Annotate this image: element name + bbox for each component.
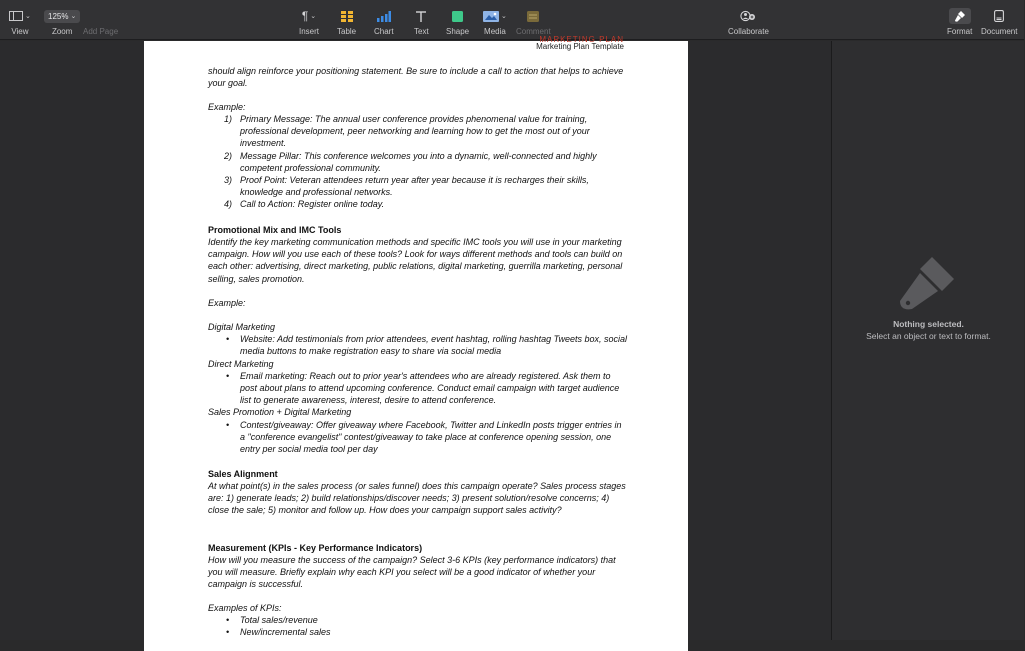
zoom-value: 125% [48, 11, 69, 21]
list-item[interactable] [208, 333, 628, 357]
list-item-text: Call to Action: Register online today. [240, 199, 385, 210]
paintbrush-icon [954, 10, 966, 22]
view-button[interactable] [9, 6, 31, 36]
paintbrush-icon [898, 251, 958, 311]
chart-button[interactable] [374, 6, 394, 36]
chevron-down-icon: ⌄ [310, 13, 317, 20]
promo-paragraph[interactable]: Identify the key marketing communication methods and specific IMC tools you will use in your marketing campaign. How will you use each of these tools? Look for ways different methods and tools can build on each other: advertising, direct marketing, public relations, digital marketing, guerrilla marketing, personal selling, sales promotion. [208, 237, 623, 284]
chevron-down-icon: ⌄ [25, 13, 31, 20]
list-item[interactable] [208, 198, 628, 210]
insert-button[interactable] [299, 6, 319, 36]
list-item[interactable] [208, 150, 628, 174]
example2-label[interactable]: Example: [208, 298, 246, 308]
format-sidebar [831, 41, 1024, 640]
media-button[interactable] [483, 6, 507, 36]
text-button[interactable] [414, 6, 429, 36]
list-item-text: New/incremental sales [240, 627, 331, 638]
list-item[interactable] [208, 419, 628, 456]
select-hint-text: Select an object or text to format. [866, 331, 991, 341]
table-button[interactable] [337, 6, 356, 36]
format-active-bg [949, 8, 971, 24]
comment-icon [527, 11, 539, 22]
measure-heading[interactable]: Measurement (KPIs - Key Performance Indicators) [208, 543, 423, 553]
media-icon [483, 11, 499, 22]
table-icon [341, 11, 353, 22]
promo-examples [208, 321, 628, 455]
intro-paragraph[interactable]: should align reinforce your positioning statement. Be sure to include a call to action that helps to achieve your goal. [208, 66, 624, 89]
list-item[interactable] [208, 174, 628, 198]
paragraph-icon: ¶ [301, 9, 309, 23]
nothing-selected-text: Nothing selected. [893, 319, 964, 329]
list-item-text: Contest/giveaway: Offer giveaway where Facebook, Twitter and LinkedIn posts trigger entries in a "conference evangelist" contest/giveaway to take place at conference opening session, one entry per social media tool per day [240, 419, 622, 455]
view-label: View [11, 27, 29, 36]
collaborate-icon [740, 10, 756, 22]
collaborate-label: Collaborate [728, 27, 769, 36]
format-button[interactable] [947, 6, 972, 36]
list-item-text: Website: Add testimonials from prior attendees, event hashtag, rolling hashtag Tweets box, social media buttons to make registration easy to share via social media [240, 334, 628, 357]
sales-paragraph[interactable]: At what point(s) in the sales process (or sales funnel) does this campaign operate? Sales process stages are: 1) generate leads; 2) build relationships/discover needs; 3) present solution/resolve concerns; 4) close the sale; 5) monitor and follow up. How does your campaign support sales activity? [208, 481, 626, 516]
comment-button[interactable] [516, 6, 551, 36]
example1-list [208, 113, 628, 211]
cut-off-header: MARKETING PLAN [539, 35, 624, 44]
salespromo-label[interactable]: Sales Promotion + Digital Marketing [208, 407, 352, 418]
bullet-icon: • [226, 370, 230, 381]
collaborate-button[interactable] [728, 6, 769, 36]
running-header: Marketing Plan Template [536, 42, 624, 51]
bullet-icon: • [226, 615, 230, 625]
shape-icon [452, 11, 463, 22]
list-item-text: Email marketing: Reach out to prior year's attendees who are already registered. Ask them to post about plans to attend upcoming conference. Conduct email campaign with target audience list to generate awareness, interest, desire to attend conference. [240, 370, 620, 406]
list-item-text: Primary Message: The annual user conference provides phenomenal value for training, professional development, peer networking and learning how to get the most out of your investment. [240, 114, 590, 149]
list-number: 3) [224, 175, 233, 186]
text-label: Text [414, 27, 429, 36]
chevron-down-icon: ⌄ [70, 13, 77, 20]
list-item[interactable] [208, 626, 628, 638]
direct-label[interactable]: Direct Marketing [208, 358, 274, 369]
comment-label: Comment [516, 27, 551, 36]
zoom-control[interactable] [44, 6, 80, 36]
media-label: Media [484, 27, 506, 36]
format-label: Format [947, 27, 973, 36]
document-label: Document [981, 27, 1018, 36]
bullet-icon: • [226, 334, 230, 345]
promo-heading[interactable]: Promotional Mix and IMC Tools [208, 225, 342, 235]
list-number: 4) [224, 199, 233, 210]
sidebar-view-icon [9, 11, 23, 21]
bullet-icon: • [226, 419, 230, 430]
insert-label: Insert [299, 27, 320, 36]
list-item-text: Message Pillar: This conference welcomes you into a dynamic, well-connected and highly competent professional community. [240, 150, 597, 173]
add-page-label: Add Page [83, 27, 119, 36]
document-button[interactable] [981, 6, 1017, 36]
list-number: 1) [224, 114, 233, 124]
list-item-text: Proof Point: Veteran attendees return year after year because it is recharges their skills, knowledge and professional networks. [240, 175, 589, 198]
zoom-dropdown[interactable] [44, 10, 80, 23]
measure-paragraph[interactable]: How will you measure the success of the campaign? Select 3-6 KPIs (key performance indicators) that you will measure. Briefly explain why each KPI you select will be a good indicator of whether your campaign is successful. [208, 555, 616, 590]
digital-label[interactable]: Digital Marketing [208, 322, 276, 332]
chart-label: Chart [374, 27, 394, 36]
example1-label[interactable]: Example: [208, 102, 246, 112]
shape-label: Shape [446, 27, 470, 36]
shape-button[interactable] [446, 6, 469, 36]
document-icon [994, 10, 1004, 22]
zoom-label: Zoom [51, 27, 73, 36]
chevron-down-icon: ⌄ [501, 13, 507, 20]
list-item-text: Total sales/revenue [240, 615, 318, 625]
toolbar [0, 0, 1024, 40]
add-page-button[interactable] [83, 6, 118, 36]
table-label: Table [337, 27, 357, 36]
sales-heading[interactable]: Sales Alignment [208, 469, 278, 479]
text-icon [416, 11, 426, 22]
list-item[interactable] [208, 614, 628, 626]
list-number: 2) [224, 150, 233, 161]
list-item[interactable] [208, 113, 628, 150]
kpi-label[interactable]: Examples of KPIs: [208, 603, 282, 613]
document-page[interactable] [144, 35, 688, 651]
bullet-icon: • [226, 627, 230, 638]
document-canvas[interactable] [0, 35, 831, 640]
list-item[interactable] [208, 370, 628, 407]
chart-icon [377, 11, 391, 22]
kpi-list [208, 614, 628, 638]
